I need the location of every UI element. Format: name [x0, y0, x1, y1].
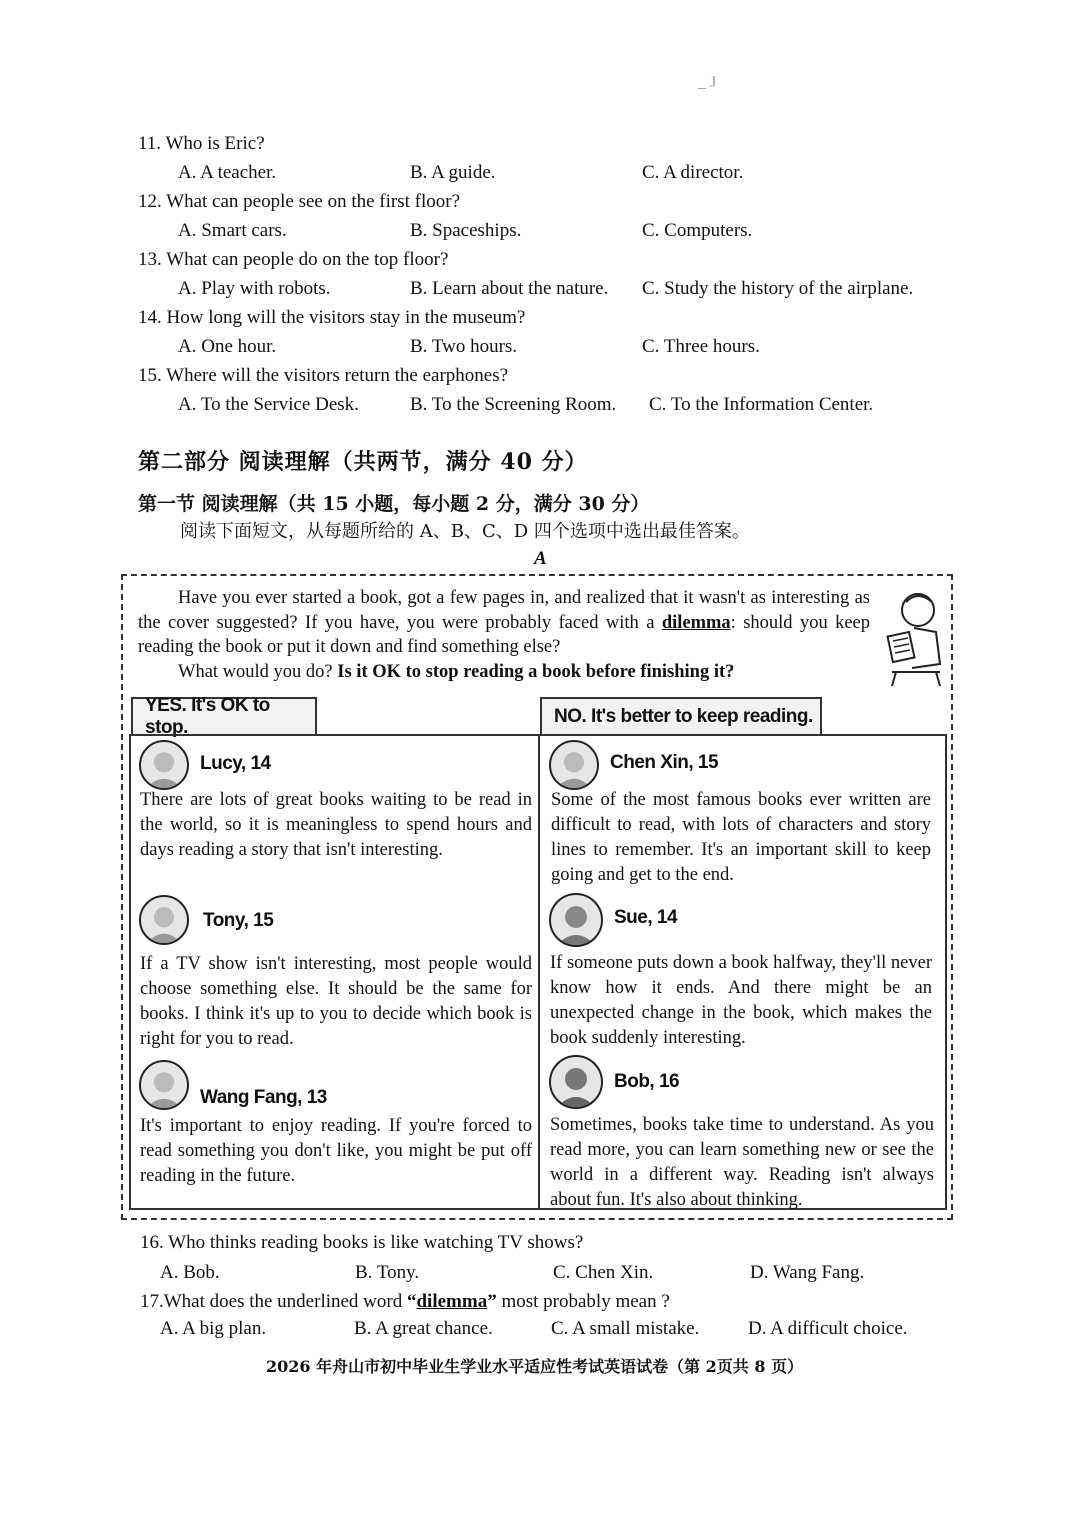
q15-option-c: C. To the Information Center. [649, 394, 874, 415]
opinion-bob: Sometimes, books take time to understand. As you read more, you can learn something new or see the world in a different way. Reading isn't always about fun. It's also about thinking. [550, 1115, 934, 1210]
reading-child-icon [884, 588, 946, 688]
question-14: 14. How long will the visitors stay in the museum? [138, 307, 526, 328]
intro-paragraph-2 [138, 660, 870, 685]
intro-main-question: Is it OK to stop reading a book before finishing it? [337, 661, 735, 682]
q16-option-d: D. Wang Fang. [750, 1262, 865, 1283]
column-divider [538, 734, 540, 1210]
avatar-tony [139, 895, 189, 945]
question-12: 12. What can people see on the first floor? [138, 191, 461, 212]
q17-option-c: C. A small mistake. [551, 1318, 700, 1339]
q16-option-b: B. Tony. [355, 1262, 420, 1283]
name-chen-xin: Chen Xin, 15 [610, 752, 719, 773]
question-15: 15. Where will the visitors return the earphones? [138, 365, 509, 386]
q14-option-c: C. Three hours. [642, 336, 760, 357]
passage-intro [138, 586, 870, 684]
part2-title: 第二部分 阅读理解（共两节，满分 40 分） [138, 449, 588, 475]
intro-text: Have you ever started a book, got a few pages in, and realized that it wasn't as interesting as the cover suggested? If you have, you were probably faced with a [138, 588, 870, 633]
dilemma-underlined-word: dilemma [661, 612, 731, 633]
q12-option-c: C. Computers. [642, 220, 753, 241]
q12-option-b: B. Spaceships. [410, 220, 522, 241]
q17-open-quote: “ [406, 1291, 417, 1312]
no-column-header: NO. It's better to keep reading. [540, 697, 822, 735]
q14-option-b: B. Two hours. [410, 336, 518, 357]
name-sue: Sue, 14 [614, 907, 678, 928]
question-11: 11. Who is Eric? [138, 133, 265, 154]
question-16: 16. Who thinks reading books is like watching TV shows? [140, 1232, 584, 1253]
q15-option-a: A. To the Service Desk. [178, 394, 359, 415]
opinion-tony: If a TV show isn't interesting, most people would choose something else. It should be the same for books. I think it's up to you to decide which book is right for you to read. [140, 954, 532, 1049]
q17-option-b: B. A great chance. [354, 1318, 493, 1339]
opinion-lucy: There are lots of great books waiting to be read in the world, so it is meaningless to spend hours and days reading a story that isn't interesting. [140, 790, 532, 860]
intro-question-lead: What would you do? [178, 661, 338, 682]
q13-option-c: C. Study the history of the airplane. [642, 278, 914, 299]
q17-text: 17.What does the underlined word [140, 1291, 407, 1312]
name-wang-fang: Wang Fang, 13 [200, 1087, 327, 1108]
opinion-sue: If someone puts down a book halfway, they'll never know how it ends. And there might be an unexpected change in the book, which makes the book suddenly interesting. [550, 953, 932, 1048]
avatar-wang-fang [139, 1060, 189, 1110]
page-corner-mark: _ J [698, 74, 717, 91]
q13-option-b: B. Learn about the nature. [410, 278, 609, 299]
intro-paragraph-1 [138, 586, 870, 660]
q17-close-quote: ” [487, 1291, 497, 1312]
avatar-chen-xin [549, 740, 599, 790]
q14-option-a: A. One hour. [178, 336, 277, 357]
section1-title: 第一节 阅读理解（共 15 小题，每小题 2 分，满分 30 分） [138, 493, 650, 515]
opinion-wang-fang: It's important to enjoy reading. If you're forced to read something you don't like, you might be put off reading in the future. [140, 1116, 532, 1186]
section1-instruction: 阅读下面短文，从每题所给的 A、B、C、D 四个选项中选出最佳答案。 [180, 521, 750, 542]
q12-option-a: A. Smart cars. [178, 220, 287, 241]
name-bob: Bob, 16 [614, 1071, 680, 1092]
q16-option-a: A. Bob. [160, 1262, 220, 1283]
q17-option-d: D. A difficult choice. [748, 1318, 908, 1339]
question-13: 13. What can people do on the top floor? [138, 249, 449, 270]
name-tony: Tony, 15 [203, 910, 274, 931]
q17-underlined-word: dilemma [416, 1291, 488, 1312]
q13-option-a: A. Play with robots. [178, 278, 331, 299]
q17-option-a: A. A big plan. [160, 1318, 267, 1339]
q11-option-c: C. A director. [642, 162, 744, 183]
opinion-chen-xin: Some of the most famous books ever written are difficult to read, with lots of characters and story lines to remember. It's an important skill to keep going and get to the end. [551, 790, 931, 885]
question-17 [140, 1291, 670, 1313]
q11-option-b: B. A guide. [410, 162, 496, 183]
q17-text-end: most probably mean ? [496, 1291, 670, 1312]
q11-option-a: A. A teacher. [178, 162, 277, 183]
page-footer: 2026 年舟山市初中毕业生学业水平适应性考试英语试卷（第 2页共 8 页） [266, 1357, 804, 1376]
yes-column-header: YES. It's OK to stop. [131, 697, 317, 735]
avatar-sue [549, 893, 603, 947]
avatar-bob [549, 1055, 603, 1109]
intro-text-continued: : should you keep reading the book or put it down and find something else? [138, 612, 871, 657]
passage-label: A [534, 548, 547, 569]
q15-option-b: B. To the Screening Room. [410, 394, 617, 415]
q16-option-c: C. Chen Xin. [553, 1262, 654, 1283]
name-lucy: Lucy, 14 [200, 753, 271, 774]
avatar-lucy [139, 740, 189, 790]
